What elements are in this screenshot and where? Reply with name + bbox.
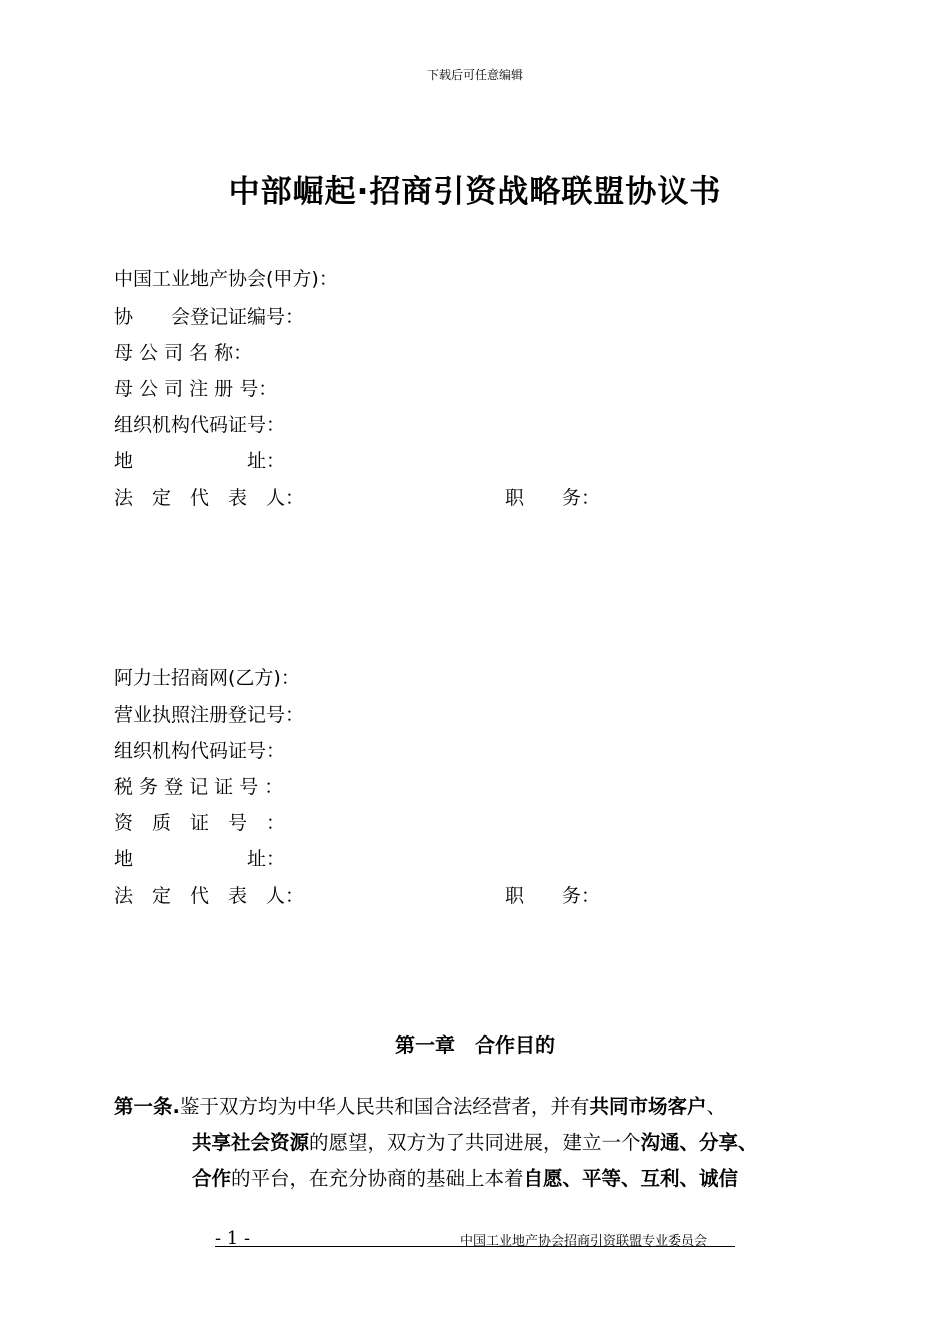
- bold-run: 自愿、平等、互利、诚信: [523, 1167, 739, 1190]
- bold-run: 沟通、分享、: [640, 1131, 758, 1154]
- text-run: 的愿望，双方为了共同进展，建立一个: [309, 1131, 641, 1154]
- party-a-position-label: 职 务：: [505, 487, 601, 509]
- bold-run: 共享社会资源: [192, 1131, 310, 1154]
- footer-organization: 中国工业地产协会招商引资联盟专业委员会: [460, 1234, 708, 1249]
- document-title: 中部崛起·招商引资战略联盟协议书: [228, 174, 722, 210]
- header-note: 下载后可任意编辑: [426, 68, 523, 82]
- party-a-parent-reg-label: 母 公 司 注 册 号：: [114, 378, 278, 400]
- article-1-number: 第一条.: [114, 1095, 180, 1118]
- text-run: 、: [706, 1095, 726, 1118]
- article-1-line-1: [114, 1089, 854, 1125]
- party-b-qualification-label: 资 质 证 号 ：: [114, 812, 286, 834]
- party-b-position-label: 职 务：: [505, 885, 601, 907]
- party-b-business-license-label: 营业执照注册登记号：: [114, 704, 305, 726]
- party-a-legal-rep-label: 法 定 代 表 人：: [114, 487, 305, 509]
- text-run: 鉴于双方均为中华人民共和国合法经营者，并有: [179, 1095, 590, 1118]
- party-a-address-label: 地 址：: [114, 450, 286, 472]
- party-b-legal-rep-label: 法 定 代 表 人：: [114, 885, 305, 907]
- party-a-heading: 中国工业地产协会(甲方)：: [114, 268, 338, 290]
- text-run: 的平台，在充分协商的基础上本着: [231, 1167, 524, 1190]
- party-a-parent-name-label: 母 公 司 名 称：: [114, 342, 253, 364]
- party-b-heading: 阿力士招商网(乙方)：: [114, 667, 300, 689]
- article-1-line-2: [114, 1125, 854, 1161]
- page-number: - 1 -: [215, 1228, 251, 1249]
- footer-rule: [215, 1246, 735, 1247]
- article-1-line-3: [114, 1161, 854, 1197]
- bold-run: 合作: [192, 1167, 232, 1190]
- party-b-tax-reg-label: 税 务 登 记 证 号 ：: [114, 776, 284, 798]
- party-b-address-label: 地 址：: [114, 848, 286, 870]
- party-a-registration-label: 协 会登记证编号：: [114, 306, 305, 328]
- party-a-org-code-label: 组织机构代码证号：: [114, 414, 286, 436]
- bold-run: 共同市场客户: [589, 1095, 707, 1118]
- party-b-org-code-label: 组织机构代码证号：: [114, 740, 286, 762]
- article-1: [114, 1089, 854, 1197]
- chapter-heading: 第一章 合作目的: [395, 1033, 555, 1057]
